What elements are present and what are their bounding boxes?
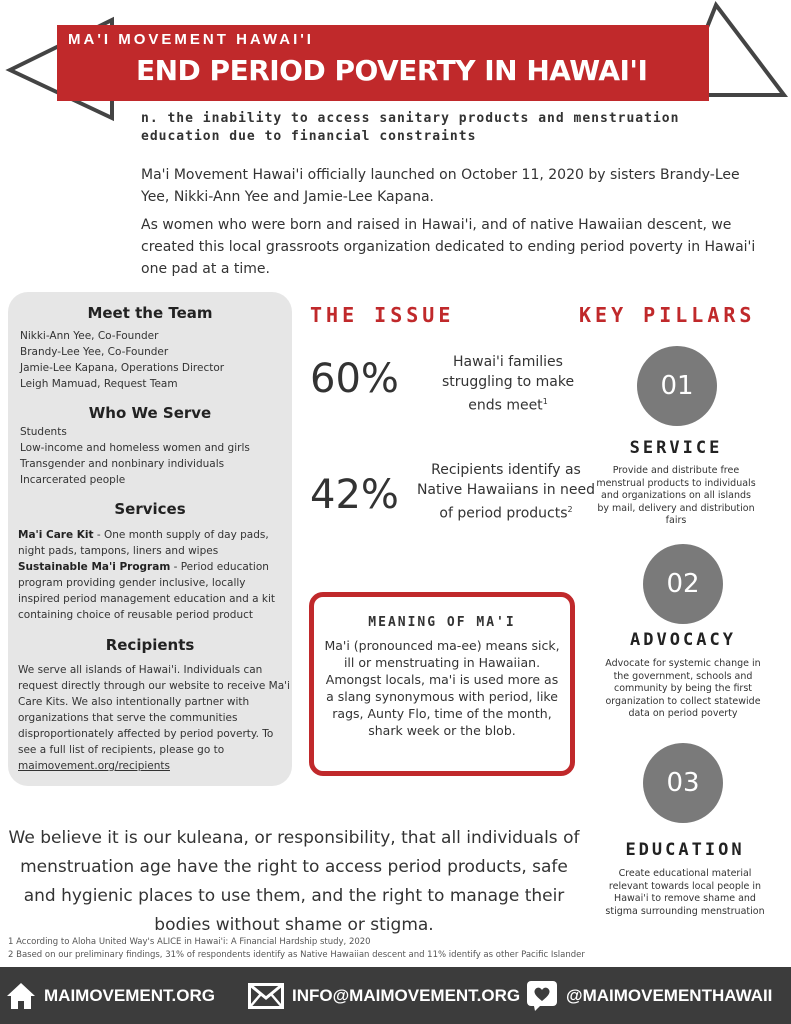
team-member: Jamie-Lee Kapana, Operations Director	[20, 362, 225, 374]
services-text	[18, 527, 283, 623]
footnote-ref-1: 1	[542, 397, 548, 406]
pillar-2-text: Advocate for systemic change in the government, schools and community by being the first organization to collect statewide data on period poverty	[605, 658, 761, 719]
footer-website[interactable]	[6, 967, 215, 1024]
stat-1-text	[424, 352, 592, 416]
team-member: Leigh Mamuad, Request Team	[20, 378, 178, 390]
recipients-link[interactable]: maimovement.org/recipients	[18, 760, 170, 772]
kit-name: Ma'i Care Kit	[18, 529, 94, 541]
org-name: MA'I MOVEMENT HAWAI'I	[68, 31, 314, 48]
pillar-1-title: SERVICE	[629, 438, 723, 458]
footer-bar	[0, 967, 791, 1024]
services-heading: Services	[114, 500, 186, 518]
footer-social[interactable]	[526, 967, 772, 1024]
team-heading: Meet the Team	[87, 304, 213, 322]
pillar-2-title: ADVOCACY	[630, 630, 736, 650]
pillar-1-number: 01	[637, 346, 717, 426]
issue-heading: THE ISSUE	[310, 303, 455, 327]
heart-icon	[526, 980, 558, 1012]
stat-2-text	[416, 460, 596, 524]
meaning-heading: MEANING OF MA'I	[368, 615, 516, 630]
recipients-body: We serve all islands of Hawai'i. Individuals can request directly through our website to receive Ma'i Care Kits. We also intentionally partner with organizations that serve the communities disproportionately affected by period poverty. To see a full list of recipients, please go to	[18, 664, 290, 756]
intro-paragraph-2: As women who were born and raised in Hawai'i, and of native Hawaiian descent, we created this local grassroots organization dedicated to ending period poverty in Hawai'i one pad at a time.	[141, 217, 756, 277]
serve-group: Students	[20, 426, 67, 438]
serve-list	[20, 424, 285, 488]
pillar-1-text: Provide and distribute free menstrual products to individuals and organizations on all islands by mail, delivery and distribution fairs	[596, 465, 756, 526]
team-member: Nikki-Ann Yee, Co-Founder	[20, 330, 159, 342]
definition: n. the inability to access sanitary products and menstruation education due to financial constraints	[141, 111, 680, 144]
stat-2-label: Recipients identify as Native Hawaiians in need of period products	[416, 462, 596, 522]
footnote-1: 1 According to Aloha United Way's ALICE in Hawai'i: A Financial Hardship study, 2020	[8, 937, 371, 947]
stat-1-value: 60%	[310, 356, 399, 402]
pillar-3-text: Create educational material relevant towards local people in Hawai'i to remove shame and stigma surrounding menstruation	[605, 868, 765, 917]
page-title: END PERIOD POVERTY IN HAWAI'I	[136, 54, 648, 87]
info-panel	[8, 292, 292, 786]
meaning-box	[309, 592, 575, 776]
program-desc: - Period education program providing gender inclusive, locally inspired period management education and a kit containing choice of reusable period product	[18, 561, 276, 621]
serve-heading: Who We Serve	[88, 404, 212, 422]
serve-group: Incarcerated people	[20, 474, 126, 486]
serve-group: Transgender and nonbinary individuals	[20, 458, 225, 470]
footer-email[interactable]	[248, 967, 520, 1024]
pillars-heading: KEY PILLARS	[579, 303, 756, 327]
serve-group: Low-income and homeless women and girls	[20, 442, 250, 454]
pillar-2-number: 02	[643, 544, 723, 624]
footnote-ref-2: 2	[567, 505, 573, 514]
recipients-text	[18, 662, 290, 774]
envelope-icon	[248, 983, 284, 1009]
program-name: Sustainable Ma'i Program	[18, 561, 171, 573]
recipients-heading: Recipients	[105, 636, 195, 654]
website-label: MAIMOVEMENT.ORG	[44, 985, 215, 1005]
footnote-2: 2 Based on our preliminary findings, 31% of respondents identify as Native Hawaiian descent and 11% identify as other Pacific Islander	[8, 950, 585, 960]
meaning-text: Ma'i (pronounced ma-ee) means sick, ill or menstruating in Hawaiian. Amongst locals, ma'i is used more as a slang synonymous with period, like rags, Aunty Flo, time of the month, shark week or the blob.	[324, 638, 560, 738]
stat-2-value: 42%	[310, 472, 399, 518]
email-label: INFO@MAIMOVEMENT.ORG	[292, 985, 521, 1005]
stat-1-label: Hawai'i families struggling to make ends meet	[441, 354, 575, 414]
belief-statement: We believe it is our kuleana, or responsibility, that all individuals of menstruation age have the right to access period products, safe and hygienic places to use them, and the right to manage their bodies without shame or stigma.	[8, 828, 580, 935]
pillar-3-title: EDUCATION	[625, 840, 745, 860]
kit-desc: - One month supply of day pads, night pads, tampons, liners and wipes	[18, 529, 269, 557]
intro-paragraph-1: Ma'i Movement Hawai'i officially launched on October 11, 2020 by sisters Brandy-Lee Yee, Nikki-Ann Yee and Jamie-Lee Kapana.	[141, 167, 740, 205]
home-icon	[6, 982, 36, 1010]
team-list	[20, 328, 285, 392]
social-label: @MAIMOVEMENTHAWAII	[566, 985, 773, 1005]
team-member: Brandy-Lee Yee, Co-Founder	[20, 346, 169, 358]
pillar-3-number: 03	[643, 743, 723, 823]
